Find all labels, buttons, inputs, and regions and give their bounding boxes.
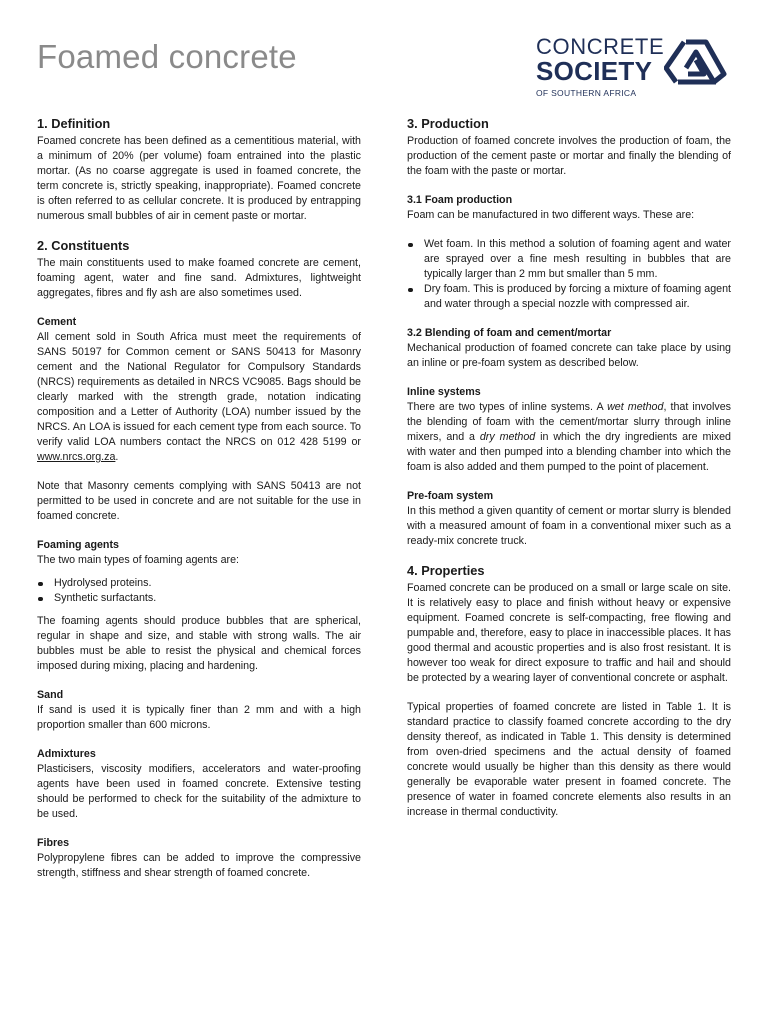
list-item: Wet foam. In this method a solution of foaming agent and water are sprayed over a fine mesh resulting in bubbles that are typically larger than 2 mm but smaller than 5 mm. xyxy=(407,237,731,282)
foaming-agents-list xyxy=(37,576,361,606)
properties-text-2: Typical properties of foamed concrete are listed in Table 1. It is standard practice to classify foamed concrete according to the dry density thereof, as indicated in Table 1. This density is determined from oven-dried specimens and the actual density of foamed concrete would usually be higher than this density as there would generally be evaporable water present in foamed concrete. The presence of water in foamed concrete elements also results in an increase in thermal conductivity. xyxy=(407,701,731,818)
triangle-knot-icon xyxy=(664,38,728,86)
cement-text: All cement sold in South Africa must meet the requirements of SANS 50197 for Common cement or SANS 50413 for Masonry cement and the National Regulator for Compulsory Standards (NRCS) requirements as detailed in NRCS VC9085. Bags should be clearly marked with the strength grade, notation indicating composition and a Letter of Authority (LOA) number issued by the NRCS. An LOA is issued for each cement type from each source. To verify valid LOA numbers contact the NRCS on 012 428 5199 or www.nrcs.org.za. xyxy=(37,331,361,463)
blending-heading: 3.2 Blending of foam and cement/mortar xyxy=(407,327,612,339)
right-column xyxy=(407,116,731,820)
inline-systems-heading: Inline systems xyxy=(407,386,481,398)
production-heading: 3. Production xyxy=(407,116,489,131)
foam-production-list xyxy=(407,237,731,312)
definition-text: Foamed concrete has been defined as a cementitious material, with a minimum of 20% (per volume) foam entrained into the plastic mortar. (As no coarse aggregate is used in foamed concrete, the term concrete is, strictly speaking, inappropriate). Foamed concrete is often referred to as cellular concrete. It is produced by entrapping numerous small bubbles of air in cement paste or mortar. xyxy=(37,135,361,222)
foam-production-heading: 3.1 Foam production xyxy=(407,194,513,206)
logo-line-2: SOCIETY xyxy=(536,56,653,86)
production-text: Production of foamed concrete involves the production of foam, the production of the cement paste or mortar and finally the blending of the foam with the paste or mortar. xyxy=(407,135,731,177)
properties-text-1: Foamed concrete can be produced on a small or large scale on site. It is relatively easy to place and finish without heavy or expensive equipment. Foamed concrete is self-compacting, free flowing and pumpable and, therefore, easy to place in inaccessible places. It has good thermal and acoustic properties and is also frost resistant. It is however too weak for direct exposure to traffic and hail and should be protected by a wearing layer of conventional concrete or asphalt. xyxy=(407,582,731,684)
list-item: Hydrolysed proteins. xyxy=(37,576,361,591)
foaming-agents-heading: Foaming agents xyxy=(37,539,119,551)
left-column xyxy=(37,116,361,881)
list-item: Synthetic surfactants. xyxy=(37,591,361,606)
cement-heading: Cement xyxy=(37,316,77,328)
pre-foam-text: In this method a given quantity of cement or mortar slurry is blended with a measured amount of foam in a conventional mixer such as a ready-mix concrete truck. xyxy=(407,505,731,547)
inline-systems-text: There are two types of inline systems. A wet method, that involves the blending of foam with the cement/mortar slurry through inline mixers, and a dry method in which the dry ingredients are mixed with water and then pumped into a blending chamber into which the foam is also added and them pumped to the point of placement. xyxy=(407,401,732,473)
sand-heading: Sand xyxy=(37,689,64,701)
fibres-heading: Fibres xyxy=(37,837,70,849)
admixtures-heading: Admixtures xyxy=(37,748,96,760)
page-title: Foamed concrete xyxy=(37,38,297,75)
concrete-society-logo xyxy=(536,34,736,106)
logo-line-1: CONCRETE xyxy=(536,34,665,59)
admixtures-text: Plasticisers, viscosity modifiers, accelerators and water-proofing agents have been used in foamed concrete. Extensive testing should be performed to check for the suitability of the admixture to be used. xyxy=(37,763,361,820)
foaming-agents-intro: The two main types of foaming agents are: xyxy=(37,554,239,566)
foam-production-intro: Foam can be manufactured in two different ways. These are: xyxy=(407,209,695,221)
cement-note: Note that Masonry cements complying with SANS 50413 are not permitted to be used in concrete and are not suitable for the use in foamed concrete. xyxy=(37,480,361,522)
list-item: Dry foam. This is produced by forcing a mixture of foaming agent and water through a special nozzle with compressed air. xyxy=(407,282,731,312)
constituents-text: The main constituents used to make foamed concrete are cement, foaming agent, water and fine sand. Admixtures, lightweight aggregates, fibres and fly ash are also sometimes used. xyxy=(37,257,361,299)
sand-text: If sand is used it is typically finer than 2 mm and with a high proportion smaller than 600 microns. xyxy=(37,704,361,731)
constituents-heading: 2. Constituents xyxy=(37,238,130,253)
foaming-agents-text: The foaming agents should produce bubbles that are spherical, regular in shape and size, and stable with strong walls. The air bubbles must be able to resist the physical and chemical forces imposed during mixing, placing and hardening. xyxy=(37,615,361,672)
blending-text: Mechanical production of foamed concrete can take place by using an inline or pre-foam system as described below. xyxy=(407,342,731,369)
properties-heading: 4. Properties xyxy=(407,563,485,578)
pre-foam-heading: Pre-foam system xyxy=(407,490,494,502)
nrcs-link[interactable]: www.nrcs.org.za xyxy=(37,451,116,463)
fibres-text: Polypropylene fibres can be added to improve the compressive strength, stiffness and shear strength of foamed concrete. xyxy=(37,852,361,879)
definition-heading: 1. Definition xyxy=(37,116,111,131)
logo-line-3: OF SOUTHERN AFRICA xyxy=(536,88,637,98)
